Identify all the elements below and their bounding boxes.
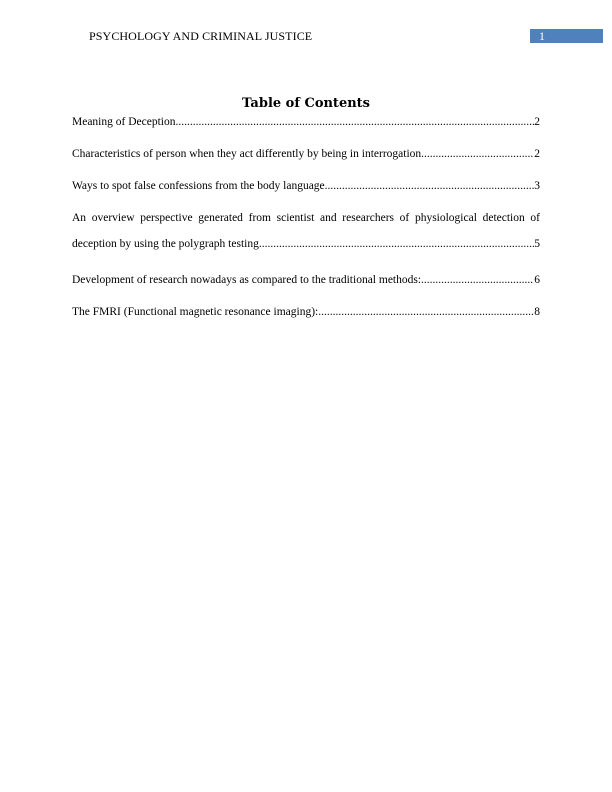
toc-entry-false-confessions[interactable] — [72, 178, 540, 194]
toc-entry-label: Ways to spot false confessions from the body language — [72, 180, 325, 192]
dot-leader — [259, 236, 534, 252]
toc-entry-label: Development of research nowadays as compared to the traditional methods: — [72, 274, 422, 286]
toc-entry-label: Meaning of Deception — [72, 116, 176, 128]
dot-leader — [325, 178, 535, 194]
toc-entry-development-of-research[interactable] — [72, 272, 540, 288]
toc-title: Table of Contents — [242, 96, 370, 111]
toc-entry-page: 3 — [534, 180, 540, 192]
dot-leader — [175, 114, 534, 130]
dot-leader — [421, 146, 534, 162]
dot-leader — [421, 272, 534, 288]
toc-entry-label: The FMRI (Functional magnetic resonance imaging): — [72, 306, 319, 318]
page-number: 1 — [539, 29, 545, 43]
page-header — [0, 0, 612, 50]
toc-entry-label-line1: An overview perspective generated from scientist and researchers of physiological detection of — [72, 212, 540, 224]
toc-entry-page: 5 — [534, 238, 540, 250]
toc-entry-label: Characteristics of person when they act differently by being in interrogation — [72, 148, 422, 160]
running-head: PSYCHOLOGY AND CRIMINAL JUSTICE — [89, 29, 313, 43]
toc-entry-page: 2 — [534, 148, 540, 160]
toc-entry-fmri[interactable] — [72, 304, 540, 320]
toc-entry-page: 6 — [534, 274, 540, 286]
toc-entry-page: 2 — [534, 116, 540, 128]
page-number-box — [530, 29, 603, 43]
toc-entry-characteristics[interactable] — [72, 146, 540, 162]
dot-leader — [318, 304, 534, 320]
toc-entry-polygraph-overview[interactable] — [72, 210, 540, 258]
toc-entry-page: 8 — [534, 306, 540, 318]
toc-entry-label-line2: deception by using the polygraph testing — [72, 238, 259, 250]
toc-entry-meaning-of-deception[interactable] — [72, 114, 540, 130]
